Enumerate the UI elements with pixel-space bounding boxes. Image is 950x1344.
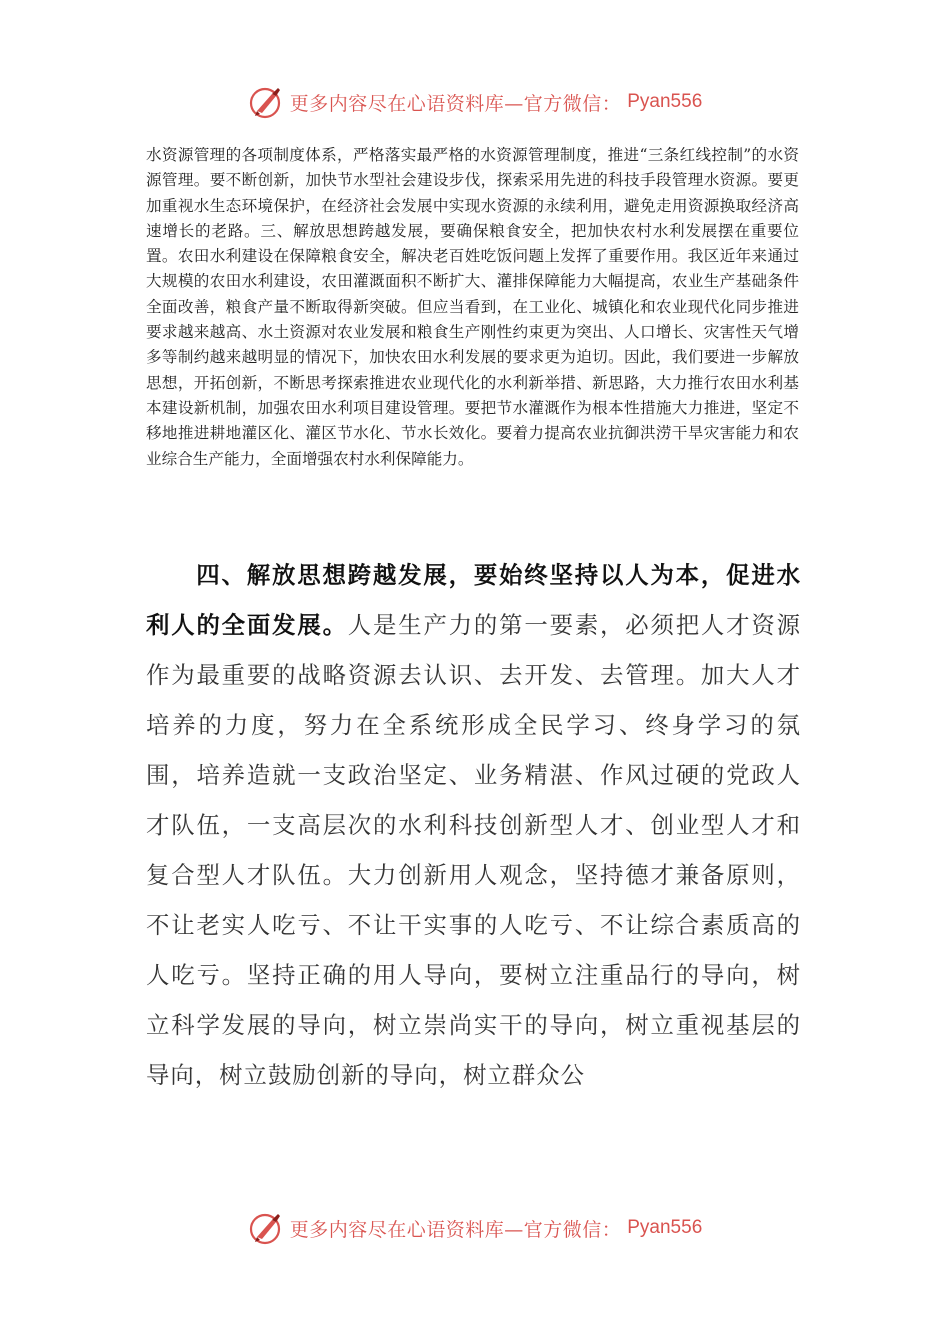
watermark-wechat-id: Pyan556: [627, 1217, 703, 1238]
body-paragraph-small: 水资源管理的各项制度体系，严格落实最严格的水资源管理制度，推进“三条红线控制”的水资源管理。要不断创新，加快节水型社会建设步伐，探索采用先进的科技手段管理水资源。要更加重视水生态环境保护，在经济社会发展中实现水资源的永续利用，避免走用资源换取经济高速增长的老路。三、解放思想跨越发展，要确保粮食安全，把加快农村水利发展摆在重要位置。农田水利建设在保障粮食安全，解决老百姓吃饭问题上发挥了重要作用。我区近年来通过大规模的农田水利建设，农田灌溉面积不断扩大、灌排保障能力大幅提高，农业生产基础条件全面改善，粮食产量不断取得新突破。但应当看到，在工业化、城镇化和农业现代化同步推进要求越来越高、水土资源对农业发展和粮食生产刚性约束更为突出、人口增长、灾害性天气增多等制约越来越明显的情况下，加快农田水利发展的要求更为迫切。因此，我们要进一步解放思想，开拓创新，不断思考探索推进农业现代化的水利新举措、新思路，大力推行农田水利基本建设新机制，加强农田水利项目建设管理。要把节水灌溉作为根本性措施大力推进，坚定不移地推进耕地灌区化、灌区节水化、节水长效化。要着力提高农业抗御洪涝干旱灾害能力和农业综合生产能力，全面增强农村水利保障能力。: [146, 146, 799, 468]
watermark-text: 更多内容尽在心语资料库—官方微信：: [289, 92, 622, 115]
pen-logo-icon: [248, 1210, 284, 1246]
pen-logo-icon: [248, 84, 284, 120]
footer-watermark: [0, 1208, 950, 1248]
watermark-text: 更多内容尽在心语资料库—官方微信：: [289, 1218, 622, 1241]
section-body: 人是生产力的第一要素，必须把人才资源作为最重要的战略资源去认识、去开发、去管理。加大人才培养的力度，努力在全系统形成全民学习、终身学习的氛围，培养造就一支政治坚定、业务精湛、作风过硬的党政人才队伍，一支高层次的水利科技创新型人才、创业型人才和复合型人才队伍。大力创新用人观念，坚持德才兼备原则，不让老实人吃亏、不让干实事的人吃亏、不让综合素质高的人吃亏。坚持正确的用人导向，要树立注重品行的导向，树立科学发展的导向，树立崇尚实干的导向，树立重视基层的导向，树立鼓励创新的导向，树立群众公: [146, 611, 802, 1089]
body-paragraph-large: [146, 550, 801, 1100]
section-heading: 四、解放思想跨越发展，要始终坚持以人为本，促进水利人的全面发展。: [146, 561, 801, 639]
header-watermark: [0, 82, 950, 122]
watermark-wechat-id: Pyan556: [627, 91, 703, 112]
